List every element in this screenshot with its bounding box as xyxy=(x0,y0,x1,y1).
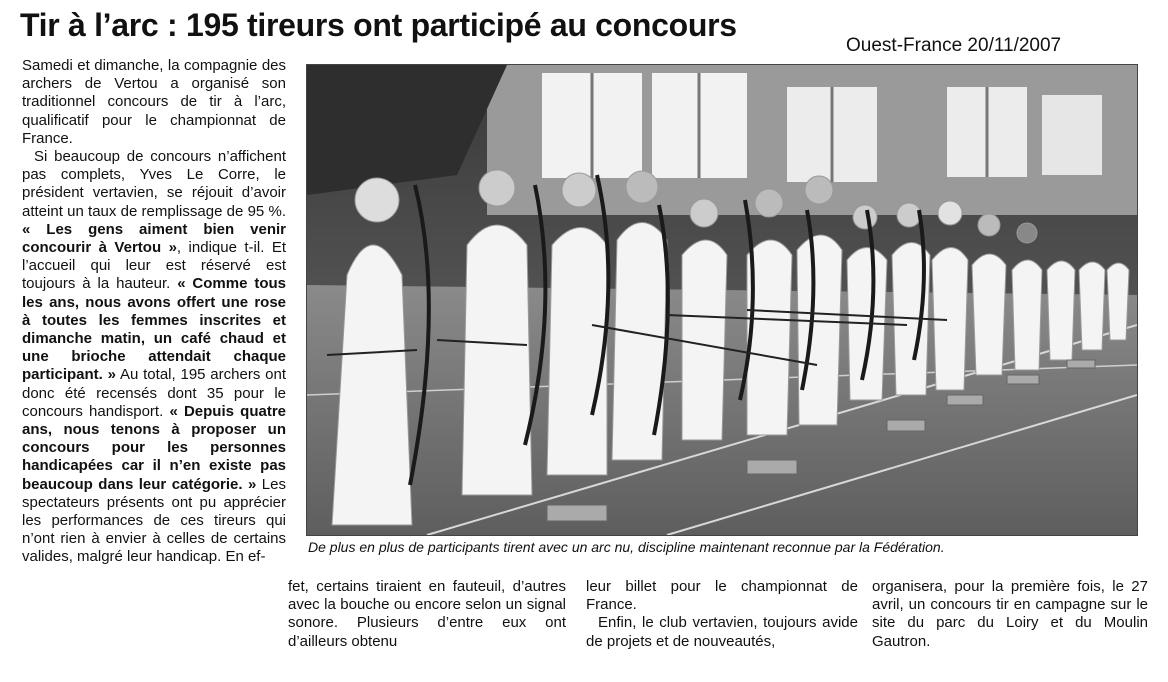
source-date: Ouest-France 20/11/2007 xyxy=(846,35,1062,56)
quote-2: « Comme tous les ans, nous avons offert une rose à toutes les femmes inscrites et dimanche matin, un café chaud et une brioche attendait chaque participant. » xyxy=(22,275,286,384)
quote-1: « Les gens aiment bien venir concourir à Vertou » xyxy=(22,220,286,257)
text-run: Si beaucoup de concours n’affichent pas complets, Yves Le Corre, le président vertavien, se réjouit d’avoir atteint un taux de remplissage de 95 %. xyxy=(22,148,286,220)
archers-photo xyxy=(306,64,1138,536)
headline: Tir à l’arc : 195 tireurs ont participé au concours xyxy=(20,7,737,43)
paragraph-3: fet, certains tiraient en fauteuil, d’autres avec la bouche ou encore selon un signal sonore. Plusieurs d’entre eux ont d’ailleurs obtenu xyxy=(288,578,566,650)
paragraph-1: Samedi et dimanche, la compagnie des archers de Vertou a organisé son traditionnel concours de tir à l’arc, qualificatif pour le championnat de France. xyxy=(22,57,286,147)
text-run: Les spectateurs présents ont pu apprécier les performances de ces tireurs qui n’ont rien à envier à celles de certains valides, malgré leur handicap. En ef- xyxy=(22,475,286,566)
article-column-1 xyxy=(22,57,286,567)
article-column-2 xyxy=(288,578,566,651)
article-column-3 xyxy=(586,578,858,651)
text-run: , indique t-il. Et l’accueil qui leur est réservé est toujours à la hauteur. xyxy=(22,239,287,293)
photo-caption: De plus en plus de participants tirent avec un arc nu, discipline maintenant reconnue par la Fédération. xyxy=(308,539,945,555)
paragraph-5: Enfin, le club vertavien, toujours avide de projets et de nouveautés, xyxy=(586,614,858,650)
paragraph-4: leur billet pour le championnat de France. xyxy=(586,578,858,614)
paragraph-2 xyxy=(22,148,286,567)
article-column-4 xyxy=(872,578,1148,651)
quote-3: « Depuis quatre ans, nous tenons à proposer un concours pour les personnes handicapées car il n’en existe pas beaucoup dans leur catégorie. » xyxy=(22,402,287,493)
paragraph-6: organisera, pour la première fois, le 27 avril, un concours tir en campagne sur le site du parc du Loiry et du Moulin Gautron. xyxy=(872,578,1148,650)
text-run: Au total, 195 archers ont donc été recensés dont 35 pour le concours handisport. xyxy=(22,366,286,420)
